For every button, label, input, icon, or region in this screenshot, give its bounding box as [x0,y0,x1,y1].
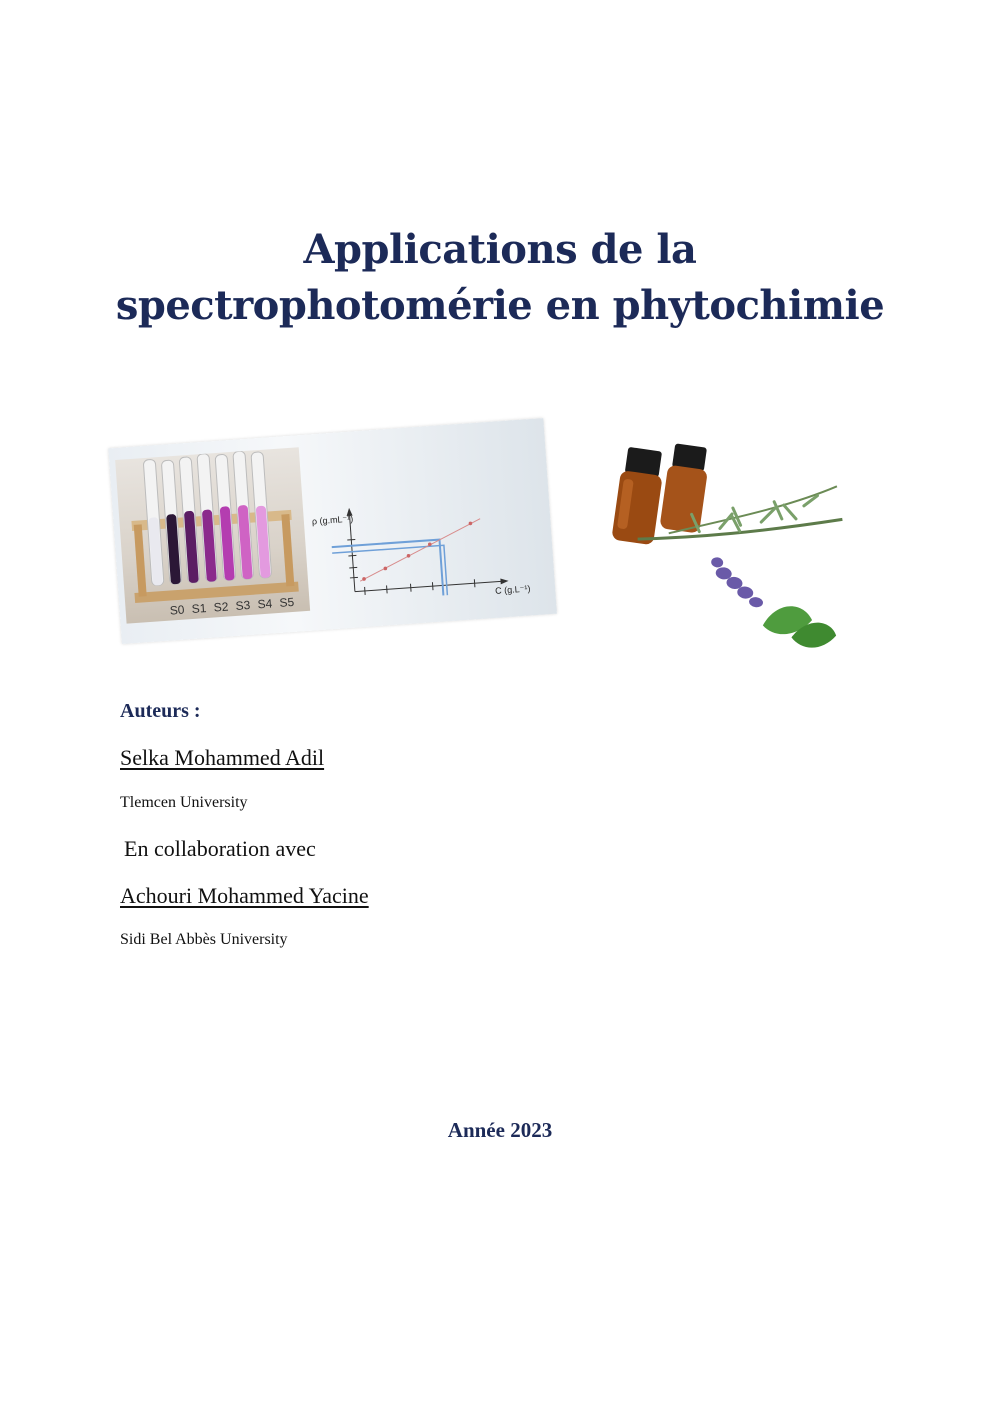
document-title [0,222,1000,334]
tube-label-s0: S0 [169,602,185,618]
tube-label-s1: S1 [191,601,207,617]
author-1-name: Selka Mohammed Adil [120,745,325,770]
title-line-2: spectrophotomérie en phytochimie [115,282,885,329]
graph-y-axis-label: ρ (g.mL⁻¹) [311,513,354,527]
spectrophotometry-image-strip [108,418,557,644]
author-1-affiliation: Tlemcen University [120,794,248,811]
graph-x-axis-label: C (g.L⁻¹) [494,583,531,596]
author-2-name: Achouri Mohammed Yacine [120,883,369,908]
title-line-1: Applications de la [303,226,697,273]
herbs-and-bottles-photo [564,412,868,672]
calibration-graph [304,418,557,630]
tube-label-s4: S4 [257,596,273,612]
tube-label-s2: S2 [213,599,229,615]
tube-label-s5: S5 [279,594,295,610]
authors-label: Auteurs : [120,700,201,722]
tube-label-s3: S3 [235,597,251,613]
collaboration-text: En collaboration avec [124,836,316,861]
test-tubes-photo [115,447,310,623]
year-label: Année 2023 [447,1118,553,1142]
author-2-affiliation: Sidi Bel Abbès University [120,931,288,948]
